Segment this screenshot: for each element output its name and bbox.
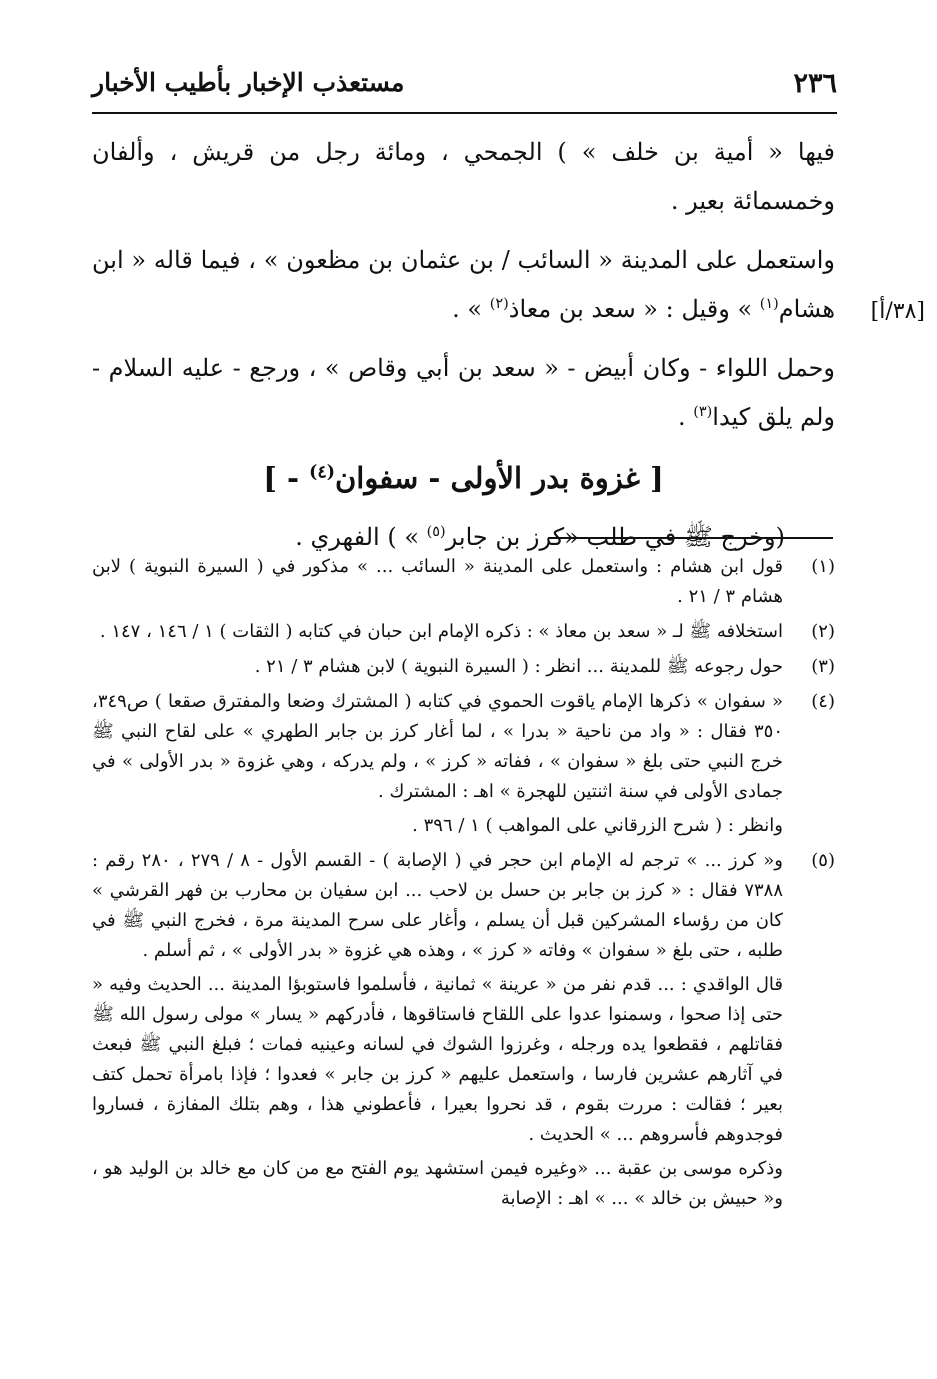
footnotes xyxy=(92,552,835,1219)
footnote-ref-3[interactable]: (٣) xyxy=(693,404,713,420)
section-heading-text-b: - ] xyxy=(263,461,300,495)
footnote-4 xyxy=(92,687,835,841)
footnote-5 xyxy=(92,846,835,1214)
footnote-text: قول ابن هشام : واستعمل على المدينة « السائب ... » مذكور في ( السيرة النبوية ) لابن هشام ٣ / ٢١ . xyxy=(92,556,783,607)
footnote-divider xyxy=(548,537,833,539)
paragraph-3-text-a: وحمل اللواء - وكان أبيض - « سعد بن أبي وقاص » ، ورجع - عليه السلام - ولم يلق كيدا xyxy=(92,354,835,431)
paragraph-3-text-b: . xyxy=(678,403,694,431)
footnote-number: (٥) xyxy=(811,850,835,871)
section-heading-text-a: [ غزوة بدر الأولى - سفوان xyxy=(334,461,664,495)
footnote-text: حول رجوعه ﷺ للمدينة ... انظر : ( السيرة النبوية ) لابن هشام ٣ / ٢١ . xyxy=(254,656,783,677)
footnote-number: (٣) xyxy=(811,656,835,677)
footnote-ref-4[interactable]: (٤) xyxy=(309,462,335,483)
footnote-ref-5[interactable]: (٥) xyxy=(426,524,446,540)
footnote-text: وانظر : ( شرح الزرقاني على المواهب ) ١ / ٣٩٦ . xyxy=(412,815,783,836)
footnote-text: قال الواقدي : ... قدم نفر من « عرينة » ثمانية ، فأسلموا فاستوبؤا المدينة ... الحديث وفيه « حتى إذا صحوا ، وسمنوا عدوا على اللقاح فاستاقوها ، فأدركهم « يسار » مولى رسول الله ﷺ فقاتلهم ، فقطعوا يده ورجله ، وغرزوا الشوك في لسانه وعينيه فمات ؛ فبلغ النبي ﷺ فبعث في آثارهم عشرين فارسا ، واستعمل عليهم « كرز بن جابر » فعدوا ؛ فإذا بامرأة تحمل كتف بعير ؛ فقالت : مررت بقوم ، قد نحروا بعيرا ، فأعطوني هذا ، وهم بتلك المفازة ، فساروا فوجدوهم فأسروهم ... » الحديث . xyxy=(92,974,783,1145)
footnote-ref-1[interactable]: (١) xyxy=(759,296,779,312)
footnote-1 xyxy=(92,552,835,612)
footnote-number: (١) xyxy=(811,556,835,577)
footnote-number: (٤) xyxy=(811,691,835,712)
running-title: مستعذب الإخبار بأطيب الأخبار xyxy=(92,68,405,97)
footnote-number: (٢) xyxy=(811,621,835,642)
footnote-text: استخلافه ﷺ لـ « سعد بن معاذ » : ذكره الإمام ابن حبان في كتابه ( الثقات ) ١ / ١٤٦ ، ١٤٧ . xyxy=(99,621,783,642)
footnote-text: وذكره موسى بن عقبة ... «وغيره فيمن استشهد يوم الفتح مع من كان مع خالد بن الوليد هو ، و« حبيش بن خالد » ... » اهـ : الإصابة xyxy=(92,1158,783,1209)
manuscript-folio-marker: [٣٨/أ] xyxy=(870,299,925,324)
section-heading xyxy=(92,454,835,503)
footnote-2 xyxy=(92,617,835,647)
page-number: ٢٣٦ xyxy=(793,68,837,99)
paragraph-3 xyxy=(92,344,835,442)
paragraph-4-text-b: » ) الفهري . xyxy=(295,523,420,551)
paragraph-1: فيها « أمية بن خلف » ) الجمحي ، ومائة رجل من قريش ، وألفان وخمسمائة بعير . xyxy=(92,138,835,215)
footnote-text: و« كرز ... » ترجم له الإمام ابن حجر في ( الإصابة ) - القسم الأول - ٨ / ٢٧٩ ، ٢٨٠ رقم : ٧٣٨٨ فقال : « كرز بن جابر بن حسل بن لاحب ... ابن سفيان بن محارب بن فهر القرشي » كان من رؤساء المشركين قبل أن يسلم ، وأغار على سرح المدينة مرة ، فخرج النبي ﷺ في طلبه ، حتى بلغ « سفوان » وفاته « كرز » ، وهذه هي غزوة « بدر الأولى » ، ثم أسلم . xyxy=(92,850,783,961)
footnote-text: « سفوان » ذكرها الإمام ياقوت الحموي في كتابه ( المشترك وضعا والمفترق صقعا ) ص٣٤٩، ٣٥٠ فقال : « واد من ناحية « بدرا » ، لما أغار كرز بن جابر الطهري » على لقاح النبي ﷺ خرج النبي حتى بلغ « سفوان » ، ففاته « كرز » ، ولم يدركه ، وهي غزوة « بدر الأولى » في جمادى الأولى في سنة اثنتين للهجرة » اهـ : المشترك . xyxy=(92,691,783,802)
paragraph-2-text-b: » وقيل : « سعد بن معاذ xyxy=(508,295,753,323)
paragraph-2-text-c: » . xyxy=(452,295,483,323)
paragraph-2-text-a: واستعمل على المدينة « السائب / بن عثمان بن مظعون » ، فيما قاله « ابن هشام xyxy=(92,246,835,323)
main-text xyxy=(92,128,925,572)
footnote-ref-2[interactable]: (٢) xyxy=(489,296,509,312)
page-header xyxy=(92,64,837,114)
paragraph-2 xyxy=(92,236,925,334)
footnote-3 xyxy=(92,652,835,682)
paragraph-4-text-a: (وخرج ﷺ في طلب «كرز بن جابر xyxy=(445,523,785,551)
